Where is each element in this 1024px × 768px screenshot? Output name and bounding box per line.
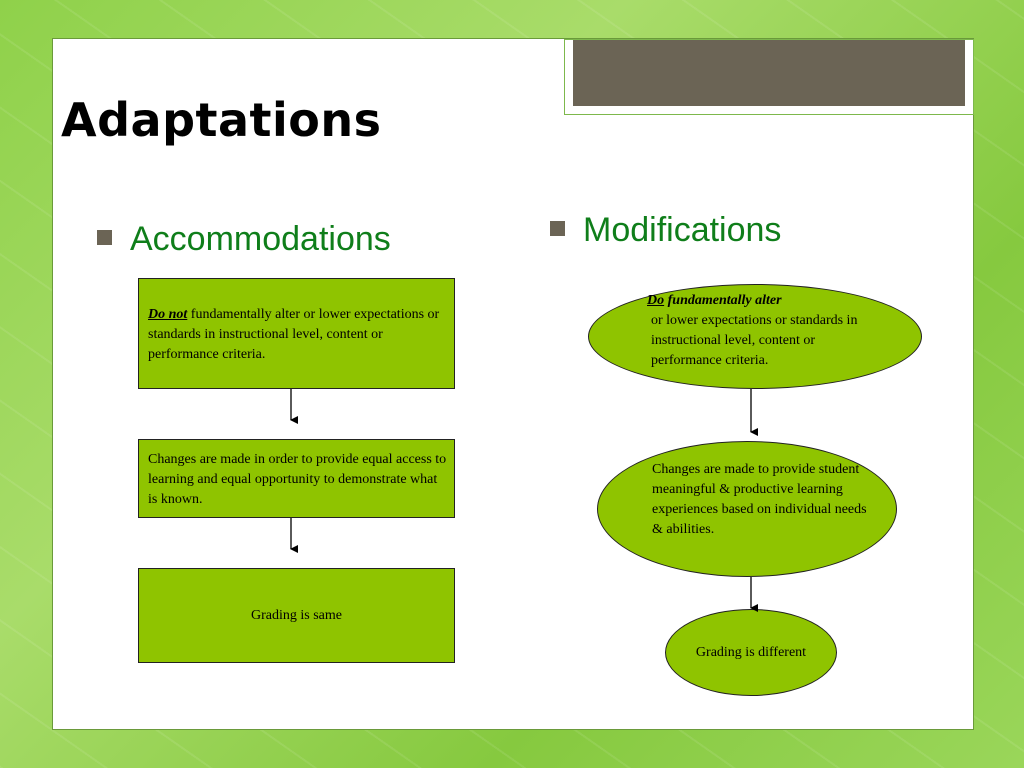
ellipse1-lead2: fundamentally alter	[664, 293, 782, 308]
accommodations-heading-text: Accommodations	[130, 220, 391, 258]
ellipse1-text: or lower expectations or standards in instructional level, content or performance criteria.	[651, 313, 858, 368]
box2-text: Changes are made in order to provide equal access to learning and equal opportunity to demonstrate what is known.	[148, 452, 447, 507]
ellipse1-lead: Do	[647, 293, 665, 308]
slide-title: Adaptations	[61, 93, 382, 147]
box3-text: Grading is same	[251, 607, 342, 623]
modifications-heading-text: Modifications	[583, 211, 782, 249]
ellipse2-text: Changes are made to provide student meaningful & productive learning experiences based on individual needs & abilities.	[652, 462, 867, 537]
ellipse3-text: Grading is different	[695, 644, 807, 660]
box1-lead: Do not	[148, 307, 188, 322]
box1-text: fundamentally alter or lower expectations or standards in instructional level, content or performance criteria.	[148, 307, 440, 362]
